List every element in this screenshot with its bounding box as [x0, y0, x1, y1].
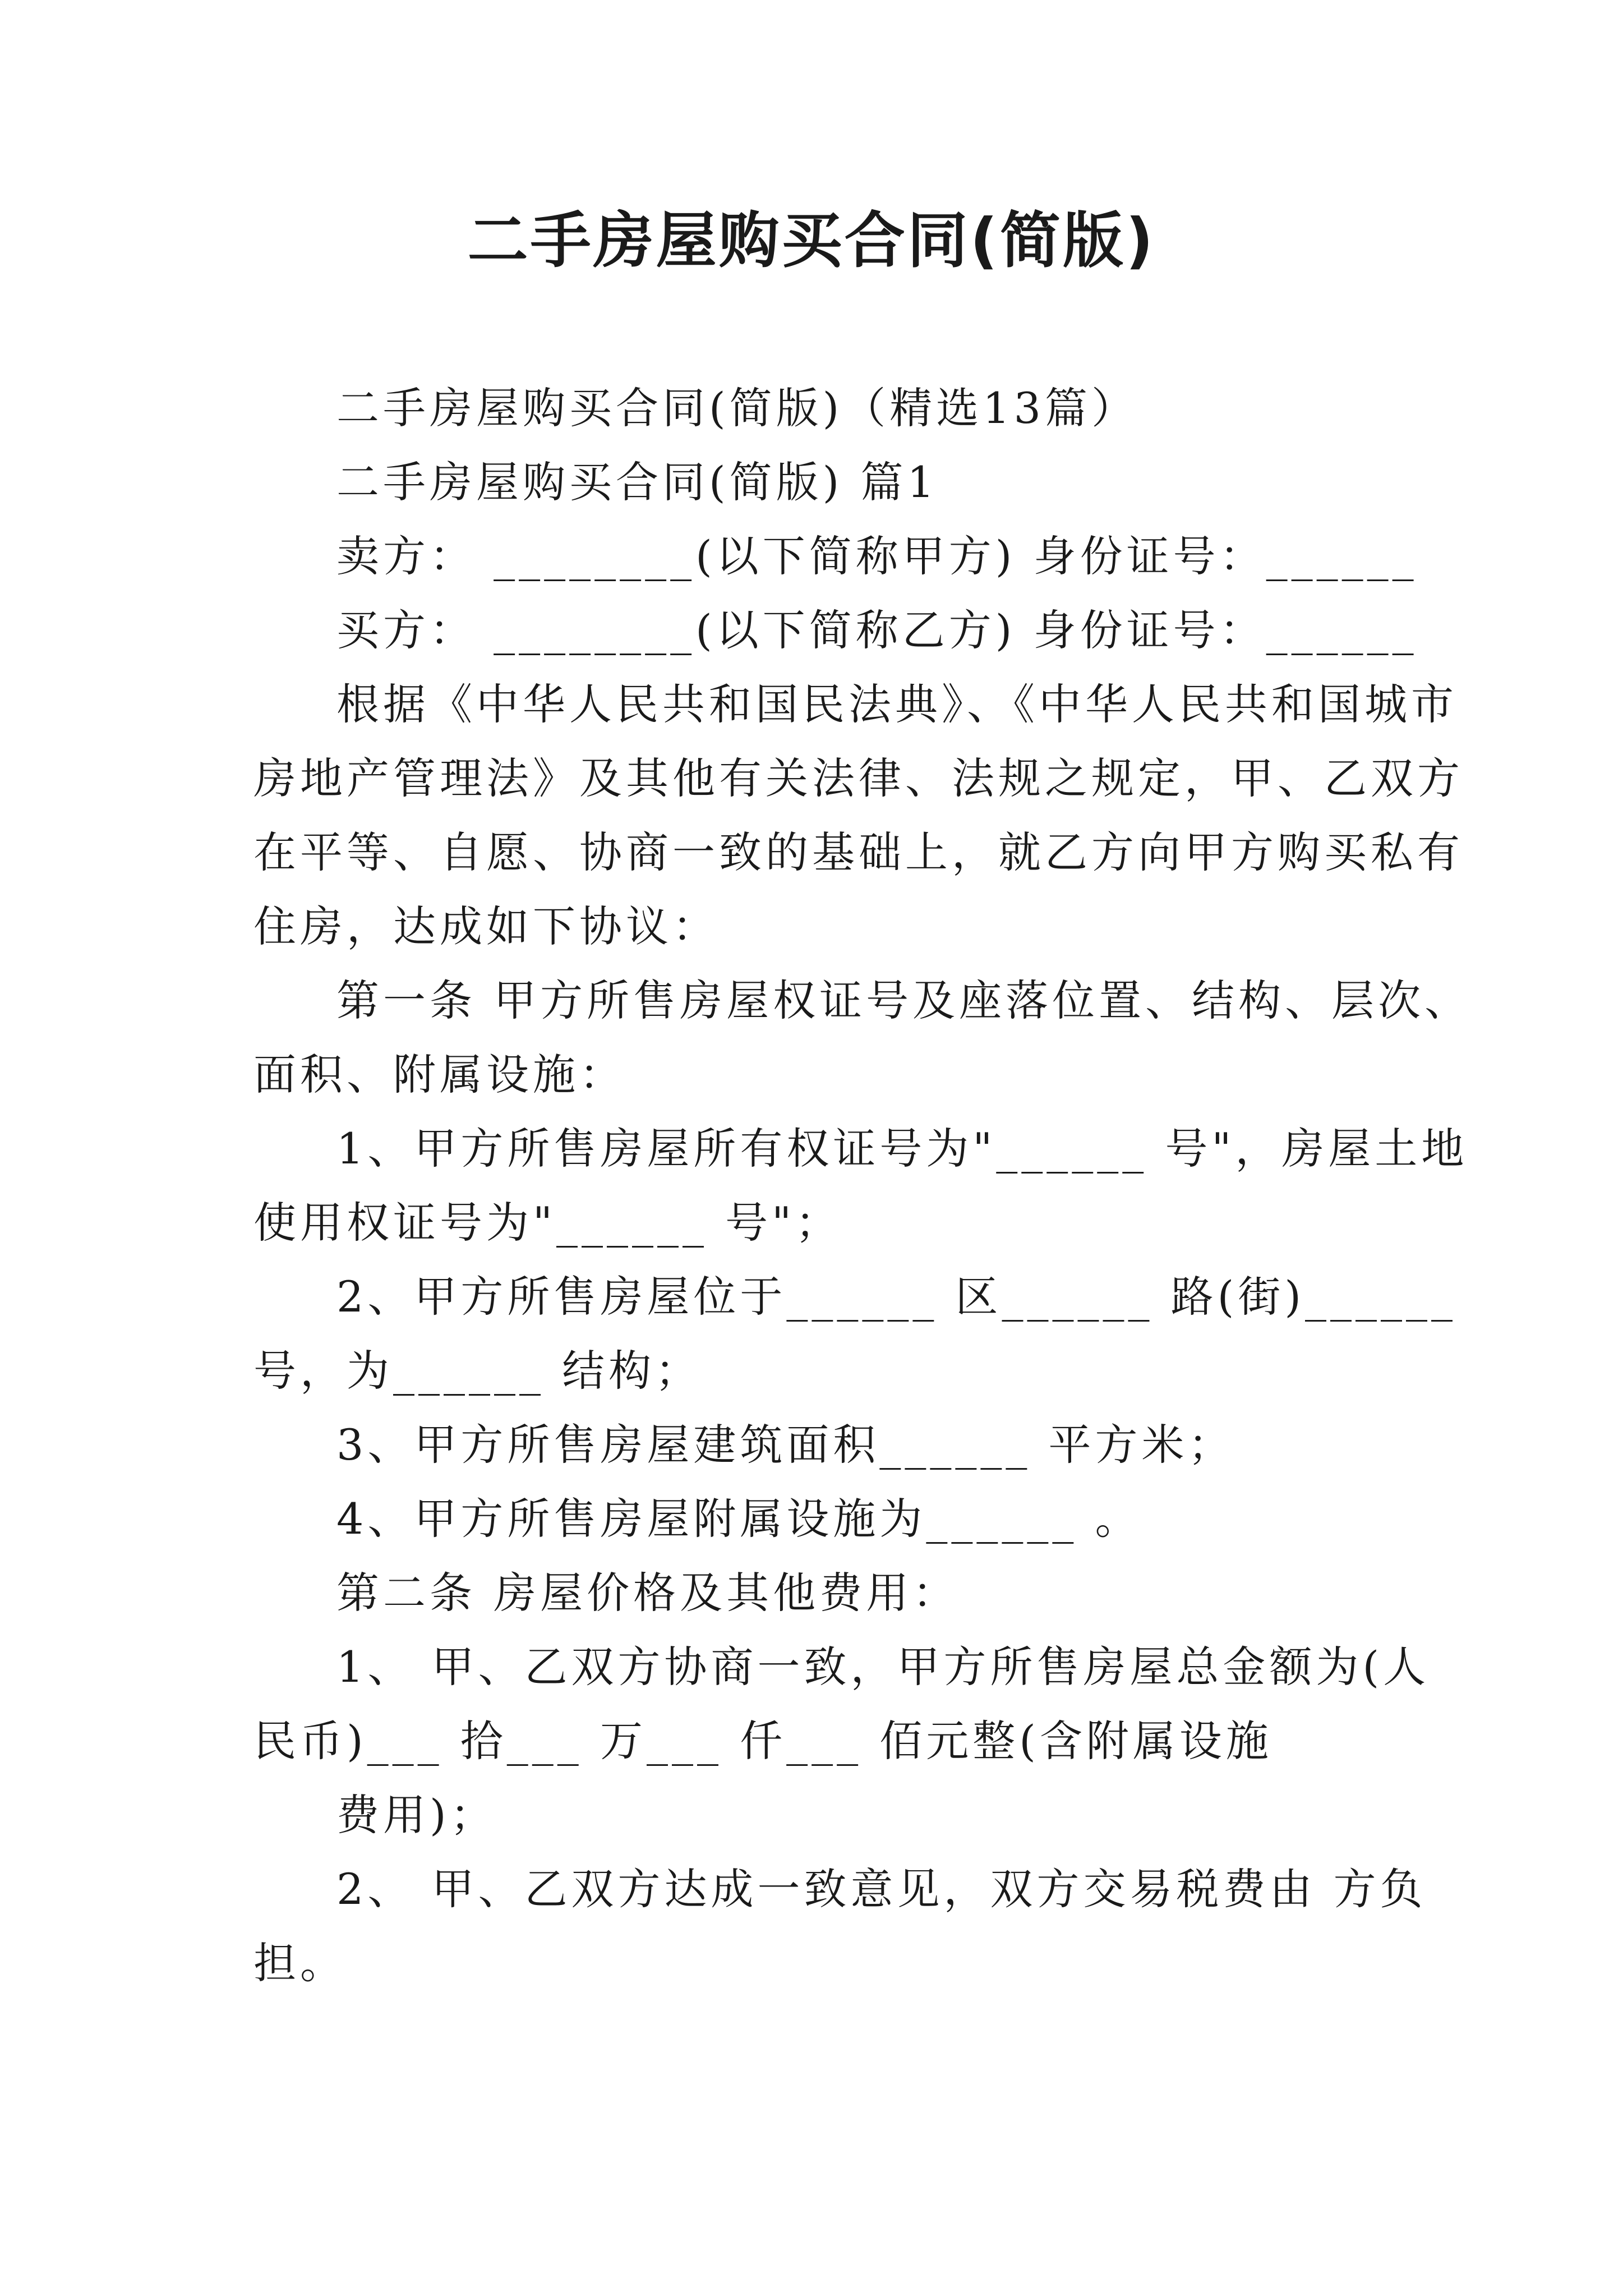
clause-line: 1、甲方所售房屋所有权证号为"______ 号"，房屋土地	[336, 1124, 1468, 1174]
paragraph-line: 根据《中华人民共和国民法典》、《中华人民共和国城市	[336, 679, 1458, 729]
article-heading: 第一条 甲方所售房屋权证号及座落位置、结构、层次、	[336, 976, 1472, 1025]
document-title: 二手房屋购买合同(简版)	[467, 206, 1156, 276]
clause-line: 费用)；	[336, 1790, 497, 1840]
paragraph-line: 在平等、自愿、协商一致的基础上，就乙方向甲方购买私有	[253, 827, 1464, 877]
section-heading: 二手房屋购买合同(简版) 篇1	[336, 457, 938, 507]
clause-line: 1、 甲、乙双方协商一致，甲方所售房屋总金额为(人	[336, 1642, 1430, 1692]
clause-line: 担。	[253, 1938, 347, 1988]
clause-line: 2、甲方所售房屋位于______ 区______ 路(街)______	[336, 1272, 1456, 1322]
clause-line: 使用权证号为"______ 号"；	[253, 1198, 842, 1248]
clause-line: 4、甲方所售房屋附属设施为______ 。	[336, 1494, 1142, 1544]
paragraph-line: 住房，达成如下协议：	[253, 901, 719, 951]
buyer-line: 买方： ________(以下简称乙方) 身份证号：______	[336, 605, 1418, 655]
clause-line: 民币)___ 拾___ 万___ 仟___ 佰元整(含附属设施	[253, 1716, 1272, 1766]
clause-line: 号，为______ 结构；	[253, 1346, 702, 1396]
seller-line: 卖方： ________(以下简称甲方) 身份证号：______	[336, 531, 1418, 581]
clause-line: 3、甲方所售房屋建筑面积______ 平方米；	[336, 1420, 1235, 1470]
clause-line: 2、 甲、乙双方达成一致意见，双方交易税费由 方负	[336, 1864, 1427, 1914]
subtitle-line: 二手房屋购买合同(简版)（精选13篇）	[336, 383, 1138, 433]
paragraph-line: 面积、附属设施：	[253, 1050, 626, 1099]
article-heading: 第二条 房屋价格及其他费用：	[336, 1568, 960, 1618]
paragraph-line: 房地产管理法》及其他有关法律、法规之规定，甲、乙双方	[253, 753, 1464, 803]
